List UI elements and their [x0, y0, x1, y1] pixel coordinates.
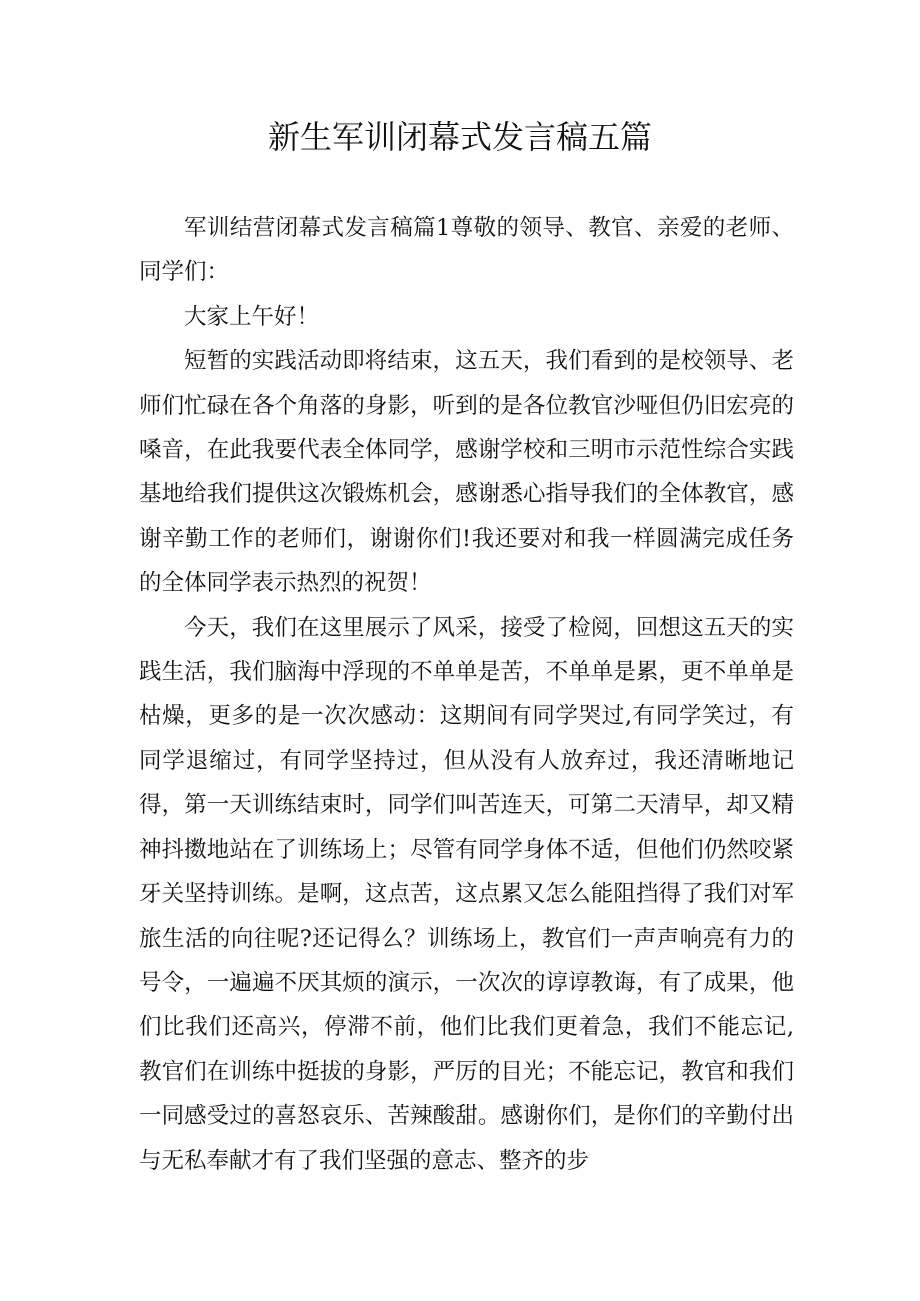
document-title: 新生军训闭幕式发言稿五篇 — [267, 118, 652, 156]
paragraph-greeting: 军训结营闭幕式发言稿篇1尊敬的领导、教官、亲爱的老师、同学们： — [139, 215, 794, 286]
document-body — [139, 206, 794, 1183]
paragraph-reflection: 今天，我们在这里展示了风采，接受了检阅，回想这五天的实践生活，我们脑海中浮现的不单单是苦，不单单是累，更不单单是枯燥，更多的是一次次感动：这期间有同学哭过,有同学笑过，有同学退缩过，有同学坚持过，但从没有人放弃过，我还清晰地记得，第一天训练结束时，同学们叫苦连天，可第二天清早，却又精神抖擞地站在了训练场上；尽管有同学身体不适，但他们仍然咬紧牙关坚持训练。是啊，这点苦，这点累又怎么能阻挡得了我们对军旅生活的向往呢?还记得么？训练场上，教官们一声声响亮有力的号令，一遍遍不厌其烦的演示，一次次的谆谆教诲，有了成果，他们比我们还高兴，停滞不前，他们比我们更着急，我们不能忘记,教官们在训练中挺拔的身影，严厉的目光；不能忘记，教官和我们一同感受过的喜怒哀乐、苦辣酸甜。感谢你们，是你们的辛勤付出与无私奉献才有了我们坚强的意志、整齐的步 — [139, 614, 794, 1174]
paragraph-thanks: 短暂的实践活动即将结束，这五天，我们看到的是校领导、老师们忙碌在各个角落的身影，听到的是各位教官沙哑但仍旧宏亮的嗓音，在此我要代表全体同学，感谢学校和三明市示范性综合实践基地给我们提供这次锻炼机会，感谢悉心指导我们的全体教官，感谢辛勤工作的老师们，谢谢你们!我还要对和我一样圆满完成任务的全体同学表示热烈的祝贺！ — [139, 348, 794, 597]
paragraph-salutation: 大家上午好！ — [184, 303, 320, 330]
